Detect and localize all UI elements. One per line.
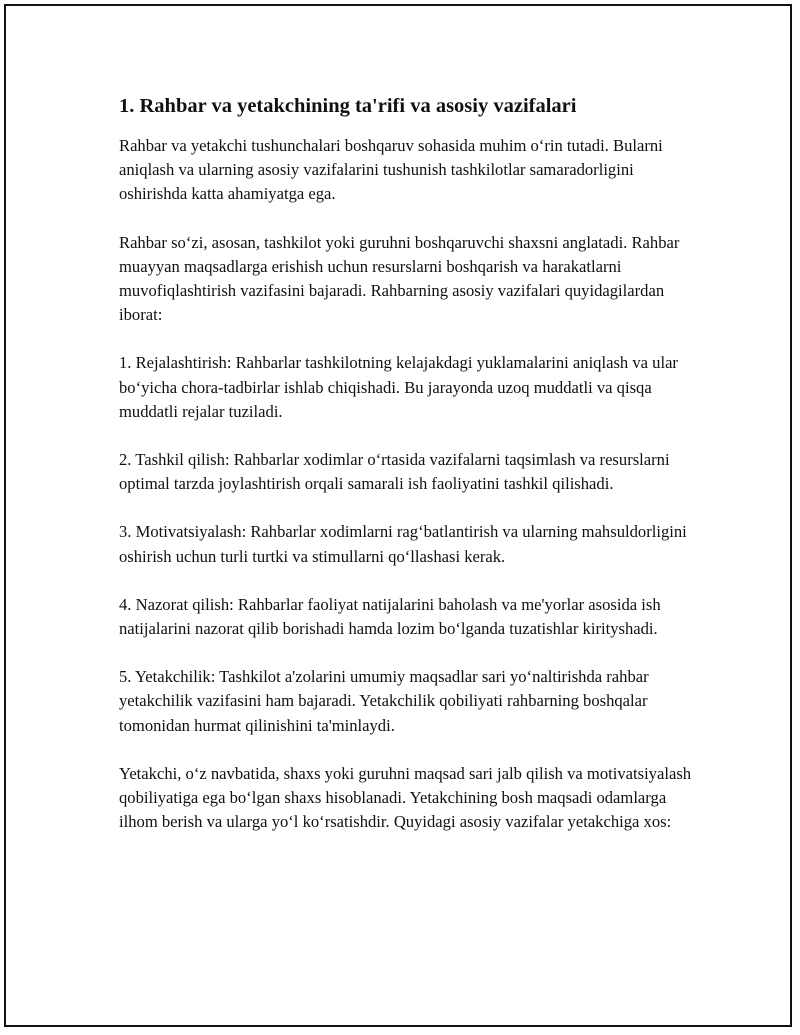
list-item-motivating: 3. Motivatsiyalash: Rahbarlar xodimlarni rag‘batlantirish va ularning mahsuldorligini oshirish uchun turli turtki va stimullarni qo‘llashasi kerak.	[119, 522, 687, 566]
list-item-planning: 1. Rejalashtirish: Rahbarlar tashkilotning kelajakdagi yuklamalarini aniqlash va ular bo‘yicha chora-tadbirlar ishlab chiqishadi. Bu jarayonda uzoq muddatli va qisqa muddatli rejalar tuziladi.	[119, 353, 678, 421]
list-item-organizing: 2. Tashkil qilish: Rahbarlar xodimlar o‘rtasida vazifalarni taqsimlash va resurslarni optimal tarzda joylashtirish orqali samarali ish faoliyatini tashkil qilishadi.	[119, 450, 670, 494]
section-heading: 1. Rahbar va yetakchining ta'rifi va asosiy vazifalari	[119, 95, 577, 117]
rahbar-definition-paragraph: Rahbar so‘zi, asosan, tashkilot yoki guruhni boshqaruvchi shaxsni anglatadi. Rahbar muayyan maqsadlarga erishish uchun resurslarni boshqarish va harakatlarni muvofiqlashtirish vazifasini bajaradi. Rahbarning asosiy vazifalari quyidagilardan iborat:	[119, 232, 680, 325]
intro-paragraph: Rahbar va yetakchi tushunchalari boshqaruv sohasida muhim o‘rin tutadi. Bularni aniqlash va ularning asosiy vazifalarini tushunish tashkilotlar samaradorligini oshirishda katta ahamiyatga ega.	[119, 136, 663, 204]
yetakchi-definition-paragraph: Yetakchi, o‘z navbatida, shaxs yoki guruhni maqsad sari jalb qilish va motivatsiyalash qobiliyatiga ega bo‘lgan shaxs hisoblanadi. Yetakchining bosh maqsadi odamlarga ilhom berish va ularga yo‘l ko‘rsatishdir. Quyidagi asosiy vazifalar yetakchiga xos:	[119, 763, 692, 832]
list-item-controlling: 4. Nazorat qilish: Rahbarlar faoliyat natijalarini baholash va me'yorlar asosida ish natijalarini nazorat qilib borishadi hamda lozim bo‘lganda tuzatishlar kirityshadi.	[119, 594, 661, 639]
list-item-leading: 5. Yetakchilik: Tashkilot a'zolarini umumiy maqsadlar sari yo‘naltirishda rahbar yetakchilik vazifasini ham bajaradi. Yetakchilik qobiliyati rahbarning boshqalar tomonidan hurmat qilinishini ta'minlaydi.	[119, 667, 649, 735]
document-body	[119, 92, 699, 858]
